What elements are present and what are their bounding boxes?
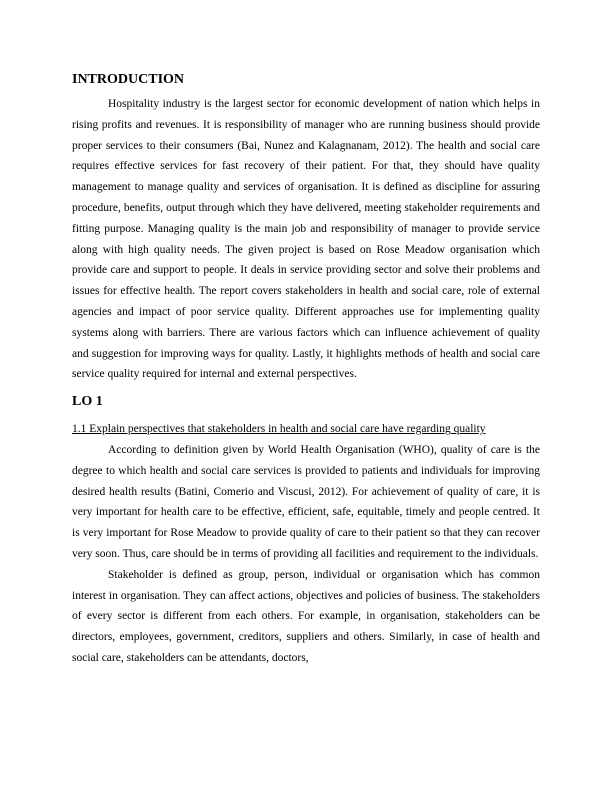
section-1-1-subheading: 1.1 Explain perspectives that stakeholders in health and social care have regarding quality xyxy=(72,423,486,436)
quality-of-care-paragraph: According to definition given by World Health Organisation (WHO), quality of care is the degree to which health and social care services is provided to patients and individuals for improving desired health results (Batini, Comerio and Viscusi, 2012). For achievement of quality of care, it is very important for health care to be effective, efficient, safe, equitable, timely and people centred. It is very important for Rose Meadow to provide quality of care to their patient so that they can recover very soon. Thus, care should be in terms of providing all facilities and requirement to the individuals. xyxy=(72,443,540,560)
introduction-paragraph: Hospitality industry is the largest sector for economic development of nation which helps in rising profits and revenues. It is responsibility of manager who are running business should provide proper services to their consumers (Bai, Nunez and Kalagnanam, 2012). The health and social care requires effective services for fast recovery of their patient. For that, they should have quality management to manage quality and services of organisation. It is defined as discipline for assuring procedure, benefits, output through which they have delivered, meeting stakeholder requirements and fitting purpose. Managing quality is the main job and responsibility of manager to provide service along with high quality needs. The given project is based on Rose Meadow organisation which provide care and support to people. It deals in service providing sector and solve their problems and issues for effective health. The report covers stakeholders in health and social care, role of external agencies and impact of poor service quality. Different approaches use for implementing quality systems along with barriers. There are various factors which can influence achievement of quality and suggestion for improving ways for quality. Lastly, it highlights methods of health and social care service quality required for internal and external perspectives. xyxy=(72,98,540,381)
lo1-heading: LO 1 xyxy=(72,394,103,410)
document-body xyxy=(72,70,540,669)
stakeholder-paragraph: Stakeholder is defined as group, person, individual or organisation which has common interest in organisation. They can affect actions, objectives and policies of business. The stakeholders of every sector is different from each others. For example, in organisation, stakeholders can be directors, employees, government, creditors, suppliers and others. Similarly, in case of health and social care, stakeholders can be attendants, doctors, xyxy=(72,568,540,664)
introduction-heading: INTRODUCTION xyxy=(72,72,185,87)
